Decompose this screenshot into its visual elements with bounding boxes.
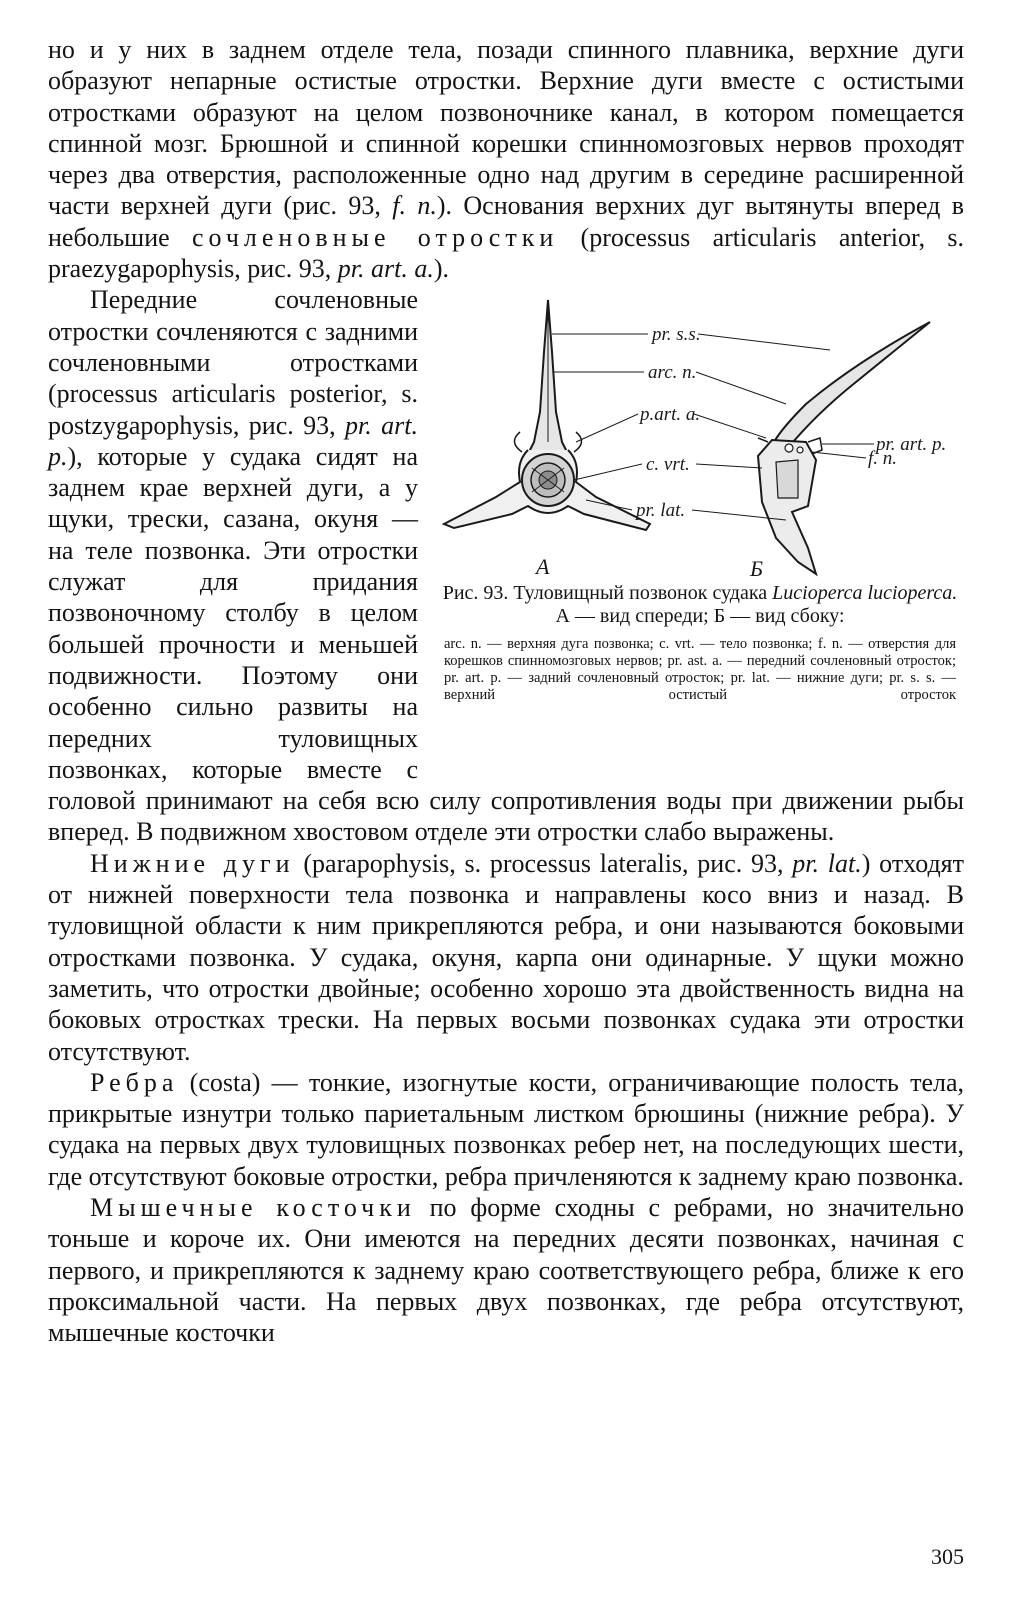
vertebra-illustration	[436, 292, 964, 582]
paragraph-5-text: по форме сходны с ребрами, но значительно тоньше и короче их. Они имеются на передних десяти позвонках, начиная с первого, и прикрепляются к заднему краю соответствующего ребра, ближе к его проксимальной части. На первых двух позвонках, где ребра отсутствуют, мышечные косточки	[48, 1192, 965, 1348]
page-body	[48, 34, 964, 1348]
paragraph-3	[48, 848, 964, 1067]
term-lower-arches: Нижние дуги	[90, 848, 295, 878]
ref-pr-art-p: pr. art. p.	[48, 410, 419, 471]
figure-caption	[436, 582, 964, 628]
term-muscle-bones: Мышечные косточки	[90, 1192, 416, 1222]
label-arc-n: arc. n.	[648, 362, 697, 384]
label-p-art-a: p.art. a.	[640, 404, 701, 426]
label-view-b: Б	[750, 556, 763, 582]
label-pr-art-p: pr. art. p.	[876, 434, 947, 456]
paragraph-2-text-b: ), которые у судака сидят на заднем крае верхней дуги, а у щуки, трески, сазана, окуня — на теле позвонка. Эти отростки служат для придания позвоночному столбу в целом большей прочности и меньшей подвижности. Поэтому они особенно сильно развиты на передних туловищных позвонках, которые вместе с головой принимают на себя всю силу сопротивления воды при движении рыбы вперед. В подвижном хвостовом отделе эти отростки слабо выражены.	[48, 441, 964, 847]
paragraph-4-text: (costa) — тонкие, изогнутые кости, ограничивающие полость тела, прикрытые изнутри только париетальным листком брюшины (нижние ребра). У судака на первых двух туловищных позвонках ребер нет, на последующих шести, где отсутствуют боковые отростки, ребра причленяются к заднему краю позвонка.	[48, 1067, 965, 1191]
paragraph-2-text: Передние сочленовные отростки сочленяются с задними сочленовными отростками (processus articularis posterior, s. postzygapophysis, рис. 93,	[48, 285, 418, 440]
ref-fn: f. n.	[392, 191, 437, 221]
label-pr-s-s: pr. s.s.	[652, 324, 701, 346]
figure-legend: arc. n. — верхняя дуга позвонка; c. vrt. — тело позвонка; f. n. — отверстия для корешков спинномозговых нервов; pr. ast. a. — передний сочленовный отросток; pr. art. p. — задний сочленовный отросток; pr. lat. — нижние дуги; pr. s. s. — верхний остистый отросток	[444, 636, 956, 704]
paragraph-1-text: но и у них в заднем отделе тела, позади спинного плавника, верхние дуги образуют непарные остистые отростки. Верхние дуги вместе с остистыми отростками образуют на целом позвоночнике канал, в котором помещается спинной мозг. Брюшной и спинной корешки спинномозговых нервов проходят через два отверстия, расположенные одно над другим в середине расширенной части верхней дуги (рис. 93,	[48, 35, 964, 221]
paragraph-3-text-b: ) отходят от нижней поверхности тела позвонка и направлены косо вниз и назад. В туловищной области к ним прикрепляются ребра, и они называются боковыми отростками позвонка. У судака, окуня, карпа они одинарные. У щуки можно заметить, что отростки двойные; особенно хорошо эта двойственность видна на боковых отростках трески. На первых восьми позвонках судака эти отростки отсутствуют.	[48, 848, 964, 1066]
label-pr-lat: pr. lat.	[636, 500, 686, 522]
main-text	[48, 34, 964, 1348]
page-number: 305	[931, 1544, 964, 1569]
caption-prefix: Рис. 93. Туловищный позвонок судака	[442, 582, 768, 605]
term-ribs: Ребра	[90, 1067, 179, 1097]
paragraph-1-text-d: ).	[433, 254, 449, 284]
paragraph-5	[48, 1192, 964, 1348]
ref-pr-art-a: pr. art. a.	[337, 254, 434, 284]
ref-pr-lat: pr. lat.	[792, 848, 862, 878]
term-articular-processes: сочленовные отростки	[191, 222, 559, 252]
paragraph-4	[48, 1067, 964, 1192]
leader-lines	[552, 334, 874, 520]
label-f-n: f. n.	[868, 448, 898, 470]
figure-93	[436, 292, 964, 762]
label-view-a: А	[536, 554, 550, 580]
paragraph-1-text-c: (processus articularis anterior, s. praezygapophysis, рис. 93,	[48, 222, 965, 284]
paragraph-3-text: (parapophysis, s. processus lateralis, рис. 93,	[303, 848, 784, 878]
caption-suffix: А — вид спереди; Б — вид сбоку:	[555, 605, 845, 628]
paragraph-1-text-b: ). Основания верхних дуг вытянуты вперед в небольшие	[48, 191, 964, 252]
paragraph-1	[48, 34, 964, 284]
caption-species: Lucioperca lucioperca.	[772, 582, 958, 605]
label-c-vrt: c. vrt.	[646, 454, 690, 476]
